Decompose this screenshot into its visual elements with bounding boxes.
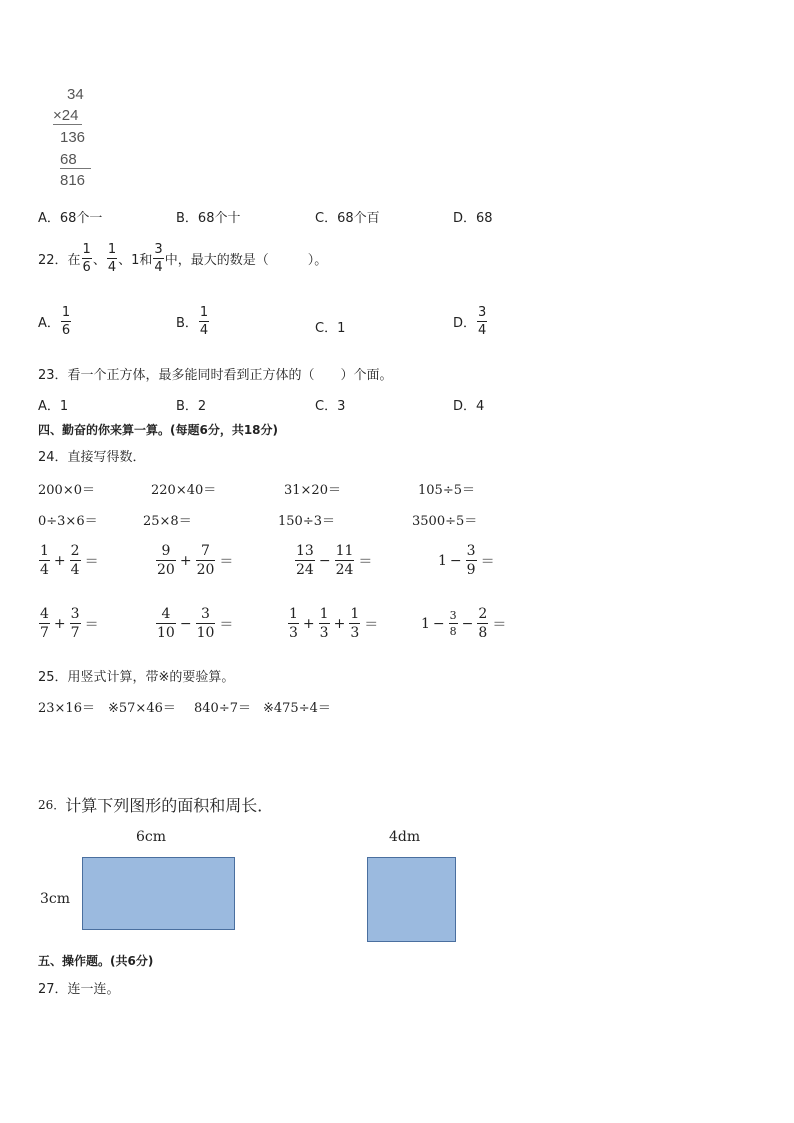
denominator: 6 [82,260,91,275]
q26-title: 计算下列图形的面积和周长． [65,796,274,815]
denominator: 8 [449,625,457,638]
q24-r3-c4 [438,544,498,577]
numerator: 1 [82,242,91,257]
denominator: 20 [157,562,175,578]
q22-option-b [176,306,210,337]
fraction [449,610,458,637]
equals-sign: ＝ [358,553,373,570]
fraction [70,544,81,577]
q22-separator: 、 [92,253,106,268]
fraction [335,544,355,577]
denominator: 6 [61,323,71,338]
q21-option-b: B．68个十 [176,211,241,226]
q22-separator: 、1和 [118,253,153,268]
whole-number: 1 [438,552,447,569]
numerator: 1 [40,543,49,559]
fraction [349,607,360,640]
square-side-label: 4dm [389,829,421,845]
numerator: 7 [201,543,210,559]
denominator: 3 [350,625,360,641]
option-label: B． [176,316,198,331]
q24-r4-c1 [38,607,102,640]
equals-sign: ＝ [84,553,99,570]
numerator: 11 [335,543,354,559]
numerator: 9 [161,543,171,559]
equals-sign: ＝ [84,616,99,633]
q23-question: 23．看一个正方体，最多能同时看到正方体的（ ）个面。 [38,368,393,383]
operator: + [333,615,346,632]
fraction [39,544,50,577]
operator: − [432,615,445,632]
denominator: 4 [70,562,80,578]
q24-r2-c2: 25×8＝ [143,514,192,529]
numerator: 4 [40,606,49,622]
q24-r4-c3 [287,607,381,640]
numerator: 3 [201,606,210,622]
q25-item-3: 840÷7＝ [194,701,251,716]
equals-sign: ＝ [480,553,495,570]
q22-option-c: C．1 [315,321,346,336]
q23-option-c: C．3 [315,399,346,414]
numerator: 3 [449,609,457,622]
q24-r2-c1: 0÷3×6＝ [38,514,98,529]
q24-r2-c4: 3500÷5＝ [412,514,478,529]
numerator: 1 [319,606,329,622]
denominator: 3 [289,625,298,641]
option-label: A． [38,316,60,331]
numerator: 13 [296,543,314,559]
denominator: 24 [335,562,354,578]
denominator: 8 [478,625,488,641]
q23-option-a: A．1 [38,399,69,414]
vm-partial-2: 68 [60,151,91,169]
q25-item-4: ※475÷4＝ [263,701,331,716]
section-4-heading: 四、勤奋的你来算一算。(每题6分，共18分) [38,423,279,437]
numerator: 3 [70,606,80,622]
numerator: 1 [199,305,209,320]
q21-option-a: A．68个一 [38,211,103,226]
denominator: 4 [478,323,487,338]
denominator: 10 [157,625,175,641]
q24-r1-c3: 31×20＝ [284,483,341,498]
operator: − [318,552,331,569]
q27-title: 27．连一连。 [38,982,120,997]
numerator: 2 [478,606,488,622]
q24-title: 24．直接写得数． [38,450,146,465]
q22-option-d [453,306,488,337]
q22-question [38,243,327,274]
equals-sign: ＝ [219,553,234,570]
vm-multiplier: ×24 [53,107,82,125]
section-5-heading: 五、操作题。(共6分) [38,954,154,968]
operator: + [179,552,192,569]
denominator: 10 [196,625,215,641]
denominator: 24 [296,562,314,578]
denominator: 7 [40,625,49,641]
operator: + [53,615,66,632]
q22-suffix: 中，最大的数是（ ）。 [164,253,328,268]
q25-item-1: 23×16＝ [38,701,95,716]
numerator: 1 [107,242,117,257]
fraction [196,544,216,577]
numerator: 1 [350,606,360,622]
denominator: 20 [196,562,215,578]
fraction [477,607,488,640]
numerator: 3 [466,543,476,559]
q24-r3-c3 [294,544,375,577]
fraction [61,306,71,337]
q22-option-a [38,306,72,337]
denominator: 4 [199,323,209,338]
fraction [199,306,209,337]
q25-item-2: ※57×46＝ [108,701,176,716]
operator: − [179,615,192,632]
denominator: 4 [107,260,117,275]
option-label: D． [453,316,477,331]
vm-multiplicand: 34 [67,86,84,103]
fraction [466,544,477,577]
fraction [70,607,81,640]
q26-heading [38,793,273,816]
numerator: 1 [289,606,298,622]
numerator: 3 [154,242,163,257]
numerator: 1 [61,305,71,320]
fraction [82,243,92,274]
fraction [107,243,117,274]
q24-r4-c4 [421,607,509,640]
whole-number: 1 [421,615,430,632]
vm-product: 816 [60,172,86,189]
fraction [156,607,176,640]
numerator: 2 [70,543,80,559]
q24-r3-c2 [155,544,236,577]
numerator: 3 [478,305,487,320]
fraction [295,544,315,577]
q24-r3-c1 [38,544,102,577]
operator: + [53,552,66,569]
q24-r4-c2 [155,607,236,640]
fraction [196,607,216,640]
fraction [156,544,176,577]
fraction [288,607,299,640]
rectangle-shape [82,857,235,930]
q23-option-b: B．2 [176,399,207,414]
rectangle-width-label: 6cm [136,829,167,845]
q22-prefix: 22．在 [38,253,81,268]
equals-sign: ＝ [364,616,379,633]
denominator: 7 [70,625,80,641]
q23-option-d: D．4 [453,399,485,414]
q26-number: 26． [38,798,66,812]
q21-option-d: D．68 [453,211,493,226]
denominator: 4 [154,260,163,275]
operator: + [302,615,315,632]
denominator: 4 [40,562,49,578]
q24-r2-c3: 150÷3＝ [278,514,335,529]
denominator: 3 [319,625,329,641]
q24-r1-c4: 105÷5＝ [418,483,475,498]
numerator: 4 [161,606,171,622]
denominator: 9 [466,562,476,578]
q21-option-c: C．68个百 [315,211,380,226]
q24-r1-c1: 200×0＝ [38,483,95,498]
operator: − [449,552,462,569]
equals-sign: ＝ [492,616,507,633]
rectangle-height-label: 3cm [40,891,71,907]
fraction [153,243,163,274]
equals-sign: ＝ [219,616,234,633]
square-shape [367,857,456,942]
fraction [477,306,487,337]
q24-r1-c2: 220×40＝ [151,483,217,498]
operator: − [461,615,474,632]
vm-partial-1: 136 [60,129,86,146]
fraction [319,607,330,640]
fraction [39,607,50,640]
q25-title: 25．用竖式计算，带※的要验算。 [38,670,235,685]
